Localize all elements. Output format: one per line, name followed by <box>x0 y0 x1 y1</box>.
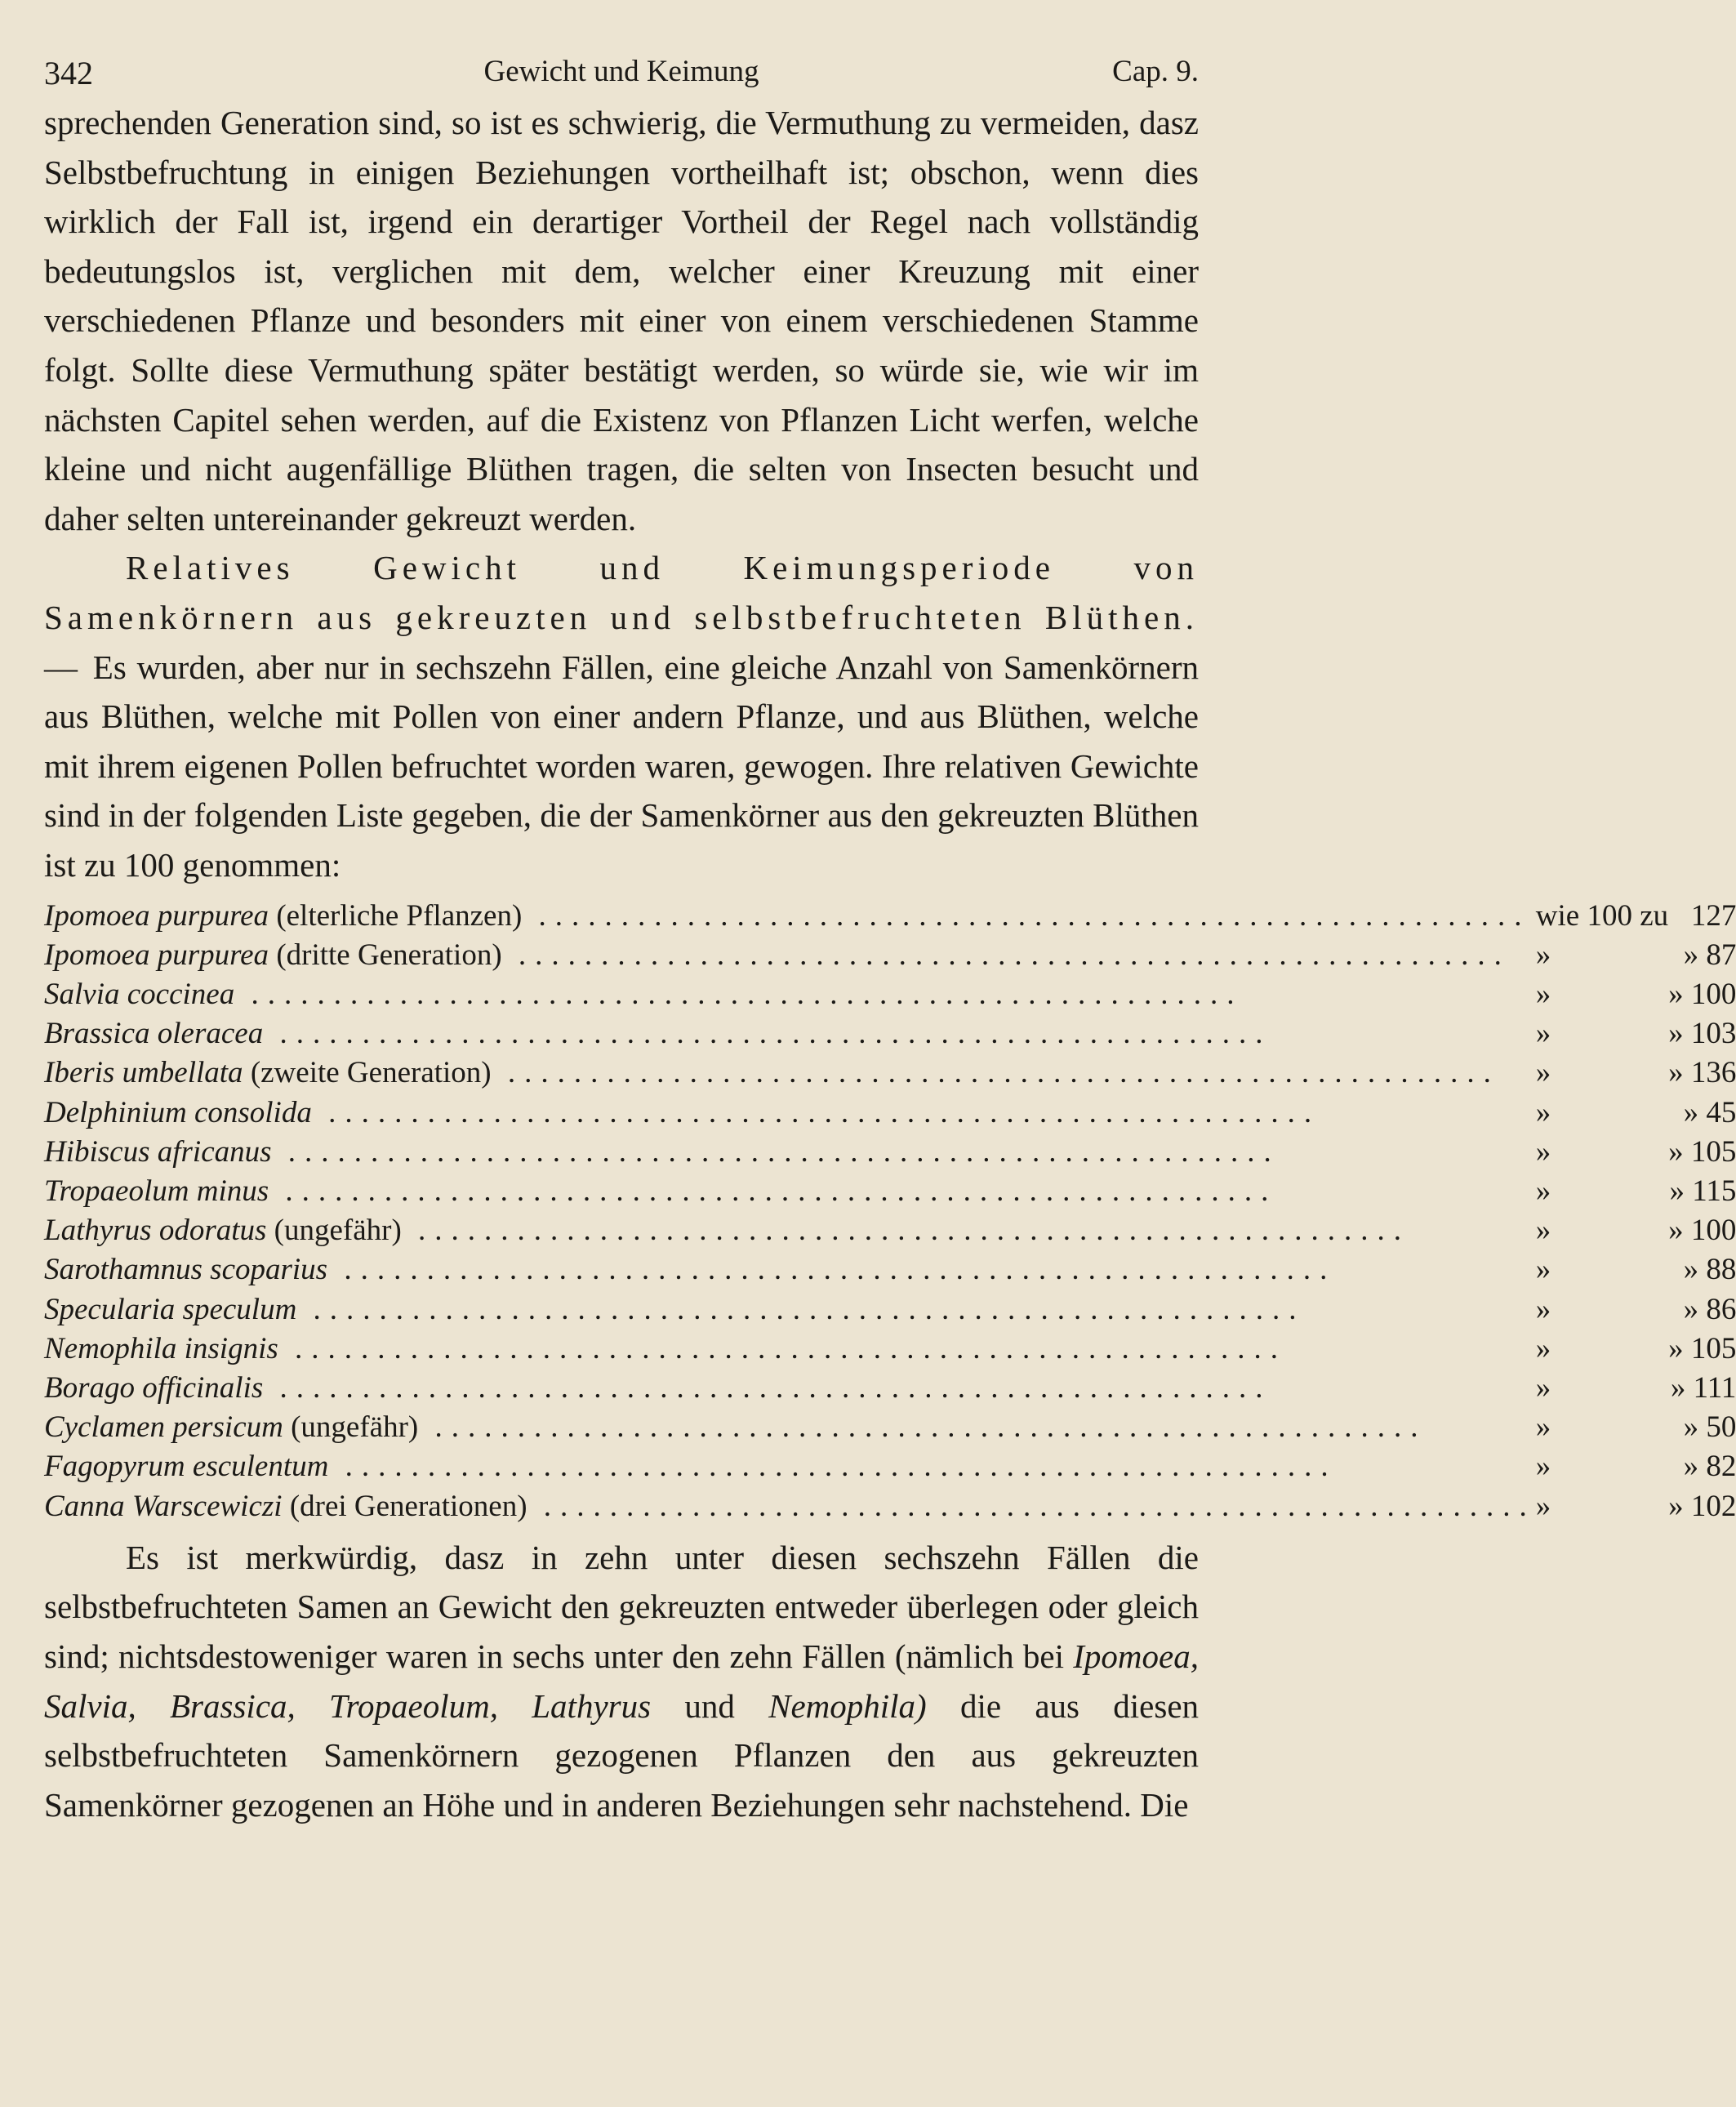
table-row <box>44 975 1736 1014</box>
species-name: Specularia speculum <box>44 1292 297 1326</box>
comparison-cell: » <box>1535 1489 1551 1523</box>
species-name: Fagopyrum esculentum <box>44 1450 329 1484</box>
species-note: (zweite Generation) <box>250 1056 492 1090</box>
weight-value: 100 <box>1690 977 1736 1011</box>
ditto-mark: » <box>1683 1450 1699 1484</box>
weight-value-cell <box>1668 1172 1736 1211</box>
weight-value: 115 <box>1692 1174 1736 1208</box>
comparison-cell: » <box>1535 1056 1551 1090</box>
species-cell <box>44 1211 1536 1250</box>
comparison-cell: » <box>1535 1370 1551 1405</box>
chapter-label: Cap. 9. <box>1112 55 1199 88</box>
species-name: Ipomoea purpurea <box>44 938 269 972</box>
ditto-mark: » <box>1683 1292 1699 1326</box>
species-name: Tropaeolum minus <box>44 1174 269 1208</box>
table-row <box>44 1447 1736 1486</box>
genus-tropaeolum: Tropaeolum, <box>329 1686 498 1725</box>
ditto-mark: » <box>1668 1134 1684 1169</box>
weight-value-cell <box>1668 975 1736 1014</box>
leader-dots: ............................................................ <box>418 1410 1427 1445</box>
weight-value-cell <box>1668 1487 1736 1526</box>
leader-dots: ............................................................ <box>327 1253 1337 1287</box>
species-cell <box>44 936 1536 975</box>
leader-dots: ............................................................ <box>401 1214 1411 1248</box>
ditto-mark: » <box>1683 1095 1699 1129</box>
species-cell <box>44 1369 1536 1408</box>
comparison-cell: » <box>1535 938 1551 972</box>
comparison-cell: » <box>1535 1292 1551 1326</box>
species-name: Lathyrus odoratus <box>44 1214 267 1248</box>
species-cell <box>44 1054 1536 1093</box>
weight-value-cell <box>1668 1211 1736 1250</box>
table-row <box>44 1369 1736 1408</box>
comparison-cell: » <box>1535 1095 1551 1129</box>
genus-nemophila: Nemophila) <box>768 1686 927 1725</box>
genus-salvia: Salvia, <box>44 1686 136 1725</box>
concluding-text-end: die aus diesen selbstbefruchteten Samenkörnern gezogenen Pflanzen den aus gekreuzten Samenkörner gezogenen an Höhe und in anderen Beziehungen sehr nachstehend. Die <box>44 1686 1200 1824</box>
species-note: (dritte Generation) <box>276 938 502 972</box>
table-row <box>44 1054 1736 1093</box>
comparison-cell: » <box>1535 1214 1551 1248</box>
comparison-cell: » <box>1535 1017 1551 1051</box>
table-row <box>44 1487 1736 1526</box>
table-row <box>44 1290 1736 1330</box>
species-name: Ipomoea purpurea <box>44 898 269 933</box>
species-note: (ungefähr) <box>274 1214 402 1248</box>
genus-lathyrus: Lathyrus <box>532 1686 652 1725</box>
table-row <box>44 1211 1736 1250</box>
ditto-mark: » <box>1669 1174 1685 1208</box>
species-name: Sarothamnus scoparius <box>44 1253 328 1287</box>
species-cell <box>44 1330 1536 1369</box>
ditto-mark: » <box>1683 938 1699 972</box>
weight-value: 127 <box>1690 898 1736 933</box>
weight-value-cell <box>1668 1250 1736 1290</box>
ditto-mark: » <box>1668 1017 1684 1051</box>
leader-dots: ............................................................ <box>527 1489 1536 1523</box>
species-name: Canna Warscewiczi <box>44 1489 283 1523</box>
weight-value-cell <box>1668 1054 1736 1093</box>
leader-dots: ............................................................ <box>263 1370 1272 1405</box>
ditto-mark: » <box>1668 1331 1684 1365</box>
weight-value: 86 <box>1706 1292 1736 1326</box>
seed-weight-table <box>44 897 1736 1526</box>
species-cell <box>44 1447 1536 1486</box>
ditto-mark: » <box>1683 1410 1699 1445</box>
comparison-cell: » <box>1535 1450 1551 1484</box>
species-cell <box>44 1250 1536 1290</box>
species-name: Brassica oleracea <box>44 1017 264 1051</box>
table-row <box>44 1133 1736 1172</box>
species-cell <box>44 1014 1536 1054</box>
comparison-cell: » <box>1535 1134 1551 1169</box>
species-cell <box>44 1133 1536 1172</box>
comparison-cell: wie 100 zu <box>1535 898 1669 933</box>
leader-dots: ............................................................ <box>491 1056 1500 1090</box>
species-cell <box>44 1172 1536 1211</box>
weight-value: 50 <box>1706 1410 1736 1445</box>
ditto-mark: » <box>1668 1214 1684 1248</box>
species-cell <box>44 897 1536 936</box>
concluding-text-start: Es ist merkwürdig, dasz in zehn unter diesen sechszehn Fällen die selbstbefruchteten Samen an Gewicht den gekreuzten entweder überlegen oder gleich sind; nichtsdestoweniger waren in sechs unter den zehn Fällen (nämlich bei <box>44 1538 1199 1675</box>
species-name: Cyclamen persicum <box>44 1410 283 1445</box>
table-row <box>44 936 1736 975</box>
ditto-mark: » <box>1668 977 1684 1011</box>
weight-value-cell <box>1668 1133 1736 1172</box>
species-cell <box>44 1408 1536 1447</box>
species-cell <box>44 1290 1536 1330</box>
concluding-paragraph: Es ist merkwürdig, dasz in zehn unter diesen sechszehn Fällen die selbstbefruchteten Samen an Gewicht den gekreuzten entweder überlegen oder gleich sind; nichtsdestoweniger waren in sechs unter den zehn Fällen (nämlich bei Ipomoea, Salvia, Brassica, Tropaeolum, Lathyrus und Nemophila) die aus diesen selbstbefruchteten Samenkörnern gezogenen Pflanzen den aus gekreuzten Samenkörner gezogenen an Höhe und in anderen Beziehungen sehr nachstehend. Die <box>44 1538 1200 1824</box>
species-name: Delphinium consolida <box>44 1095 312 1129</box>
section-text: Es wurden, aber nur in sechszehn Fällen, eine gleiche Anzahl von Samenkörnern aus Blüthen, welche mit Pollen von einer andern Pflanze, und aus Blüthen, welche mit ihrem eigenen Pollen befruchtet worden waren, gewogen. Ihre relativen Gewichte sind in der folgenden Liste gegeben, die der Samenkörner aus den gekreuzten Blüthen ist zu 100 genommen: <box>44 648 1199 884</box>
ditto-mark: » <box>1668 1056 1684 1090</box>
table-row <box>44 1172 1736 1211</box>
table-row <box>44 1408 1736 1447</box>
weight-value: 100 <box>1690 1214 1736 1248</box>
weight-value: 136 <box>1690 1056 1736 1090</box>
table-row <box>44 1250 1736 1290</box>
leader-dots: ............................................................ <box>269 1174 1278 1208</box>
species-name: Iberis umbellata <box>44 1056 243 1090</box>
weight-value: 111 <box>1693 1370 1736 1405</box>
weight-value: 105 <box>1690 1134 1736 1169</box>
running-title: Gewicht und Keimung <box>483 55 759 88</box>
weight-value: 102 <box>1690 1489 1736 1523</box>
table-row <box>44 1014 1736 1054</box>
weight-value-cell <box>1668 1408 1736 1447</box>
weight-value: 88 <box>1706 1253 1736 1287</box>
weight-value: 103 <box>1690 1017 1736 1051</box>
comparison-cell: » <box>1535 1253 1551 1287</box>
leader-dots: ............................................................ <box>296 1292 1306 1326</box>
weight-value-cell <box>1668 1094 1736 1133</box>
weight-value-cell <box>1668 1330 1736 1369</box>
species-name: Borago officinalis <box>44 1370 264 1405</box>
comparison-cell: » <box>1535 1331 1551 1365</box>
species-cell <box>44 1094 1536 1133</box>
species-note: (drei Generationen) <box>289 1489 527 1523</box>
genus-brassica: Brassica, <box>170 1686 296 1725</box>
species-cell <box>44 975 1536 1014</box>
ditto-mark: » <box>1683 1253 1699 1287</box>
leader-dots: ............................................................ <box>501 938 1511 972</box>
weight-value: 82 <box>1706 1450 1736 1484</box>
species-note: (elterliche Pflanzen) <box>276 898 523 933</box>
page-number: 342 <box>44 55 93 91</box>
table-row <box>44 1330 1736 1369</box>
weight-value: 87 <box>1706 938 1736 972</box>
species-name: Hibiscus africanus <box>44 1134 272 1169</box>
species-name: Salvia coccinea <box>44 977 235 1011</box>
page-header <box>44 47 1199 98</box>
leader-dots: ............................................................ <box>522 898 1531 933</box>
section-paragraph <box>44 543 1199 889</box>
comparison-cell: » <box>1535 1174 1551 1208</box>
weight-value-cell <box>1668 936 1736 975</box>
comparison-cell: » <box>1535 977 1551 1011</box>
table-row <box>44 1094 1736 1133</box>
weight-value-cell <box>1668 1290 1736 1330</box>
leader-dots: ............................................................ <box>328 1450 1338 1484</box>
table-row <box>44 897 1736 936</box>
species-note: (ungefähr) <box>291 1410 419 1445</box>
weight-value: 105 <box>1690 1331 1736 1365</box>
leader-dots: ............................................................ <box>234 977 1244 1011</box>
section-heading: Relatives Gewicht und Keimungsperiode von Samenkörnern aus gekreuzten und selbstbefruchteten Blüthen. — <box>44 549 1199 686</box>
leader-dots: ............................................................ <box>278 1331 1288 1365</box>
genus-ipomoea: Ipomoea, <box>1073 1637 1199 1675</box>
ditto-mark: » <box>1668 1489 1684 1523</box>
weight-value: 45 <box>1706 1095 1736 1129</box>
weight-value-cell <box>1668 1447 1736 1486</box>
leader-dots: ............................................................ <box>271 1134 1280 1169</box>
species-cell <box>44 1487 1536 1526</box>
species-name: Nemophila insignis <box>44 1331 278 1365</box>
comparison-cell: » <box>1535 1410 1551 1445</box>
paragraph-continuation: sprechenden Generation sind, so ist es schwierig, die Vermuthung zu vermeiden, dasz Selbstbefruchtung in einigen Beziehungen vortheilhaft ist; obschon, wenn dies wirklich der Fall ist, irgend ein derartiger Vortheil der Regel nach vollständig bedeutungslos ist, verglichen mit dem, welcher einer Kreuzung mit einer verschiedenen Pflanze und besonders mit einer von einem verschiedenen Stamme folgt. Sollte diese Vermuthung später bestätigt werden, so würde sie, wie wir im nächsten Capitel sehen werden, auf die Existenz von Pflanzen Licht werfen, welche kleine und nicht augenfällige Blüthen tragen, die selten von Insecten besucht und daher selten untereinander gekreuzt werden. <box>44 104 1199 537</box>
weight-value-cell <box>1668 897 1736 936</box>
leader-dots: ............................................................ <box>263 1017 1272 1051</box>
ditto-mark: » <box>1670 1370 1686 1405</box>
leader-dots: ............................................................ <box>311 1095 1321 1129</box>
weight-value-cell <box>1668 1369 1736 1408</box>
weight-value-cell <box>1668 1014 1736 1054</box>
